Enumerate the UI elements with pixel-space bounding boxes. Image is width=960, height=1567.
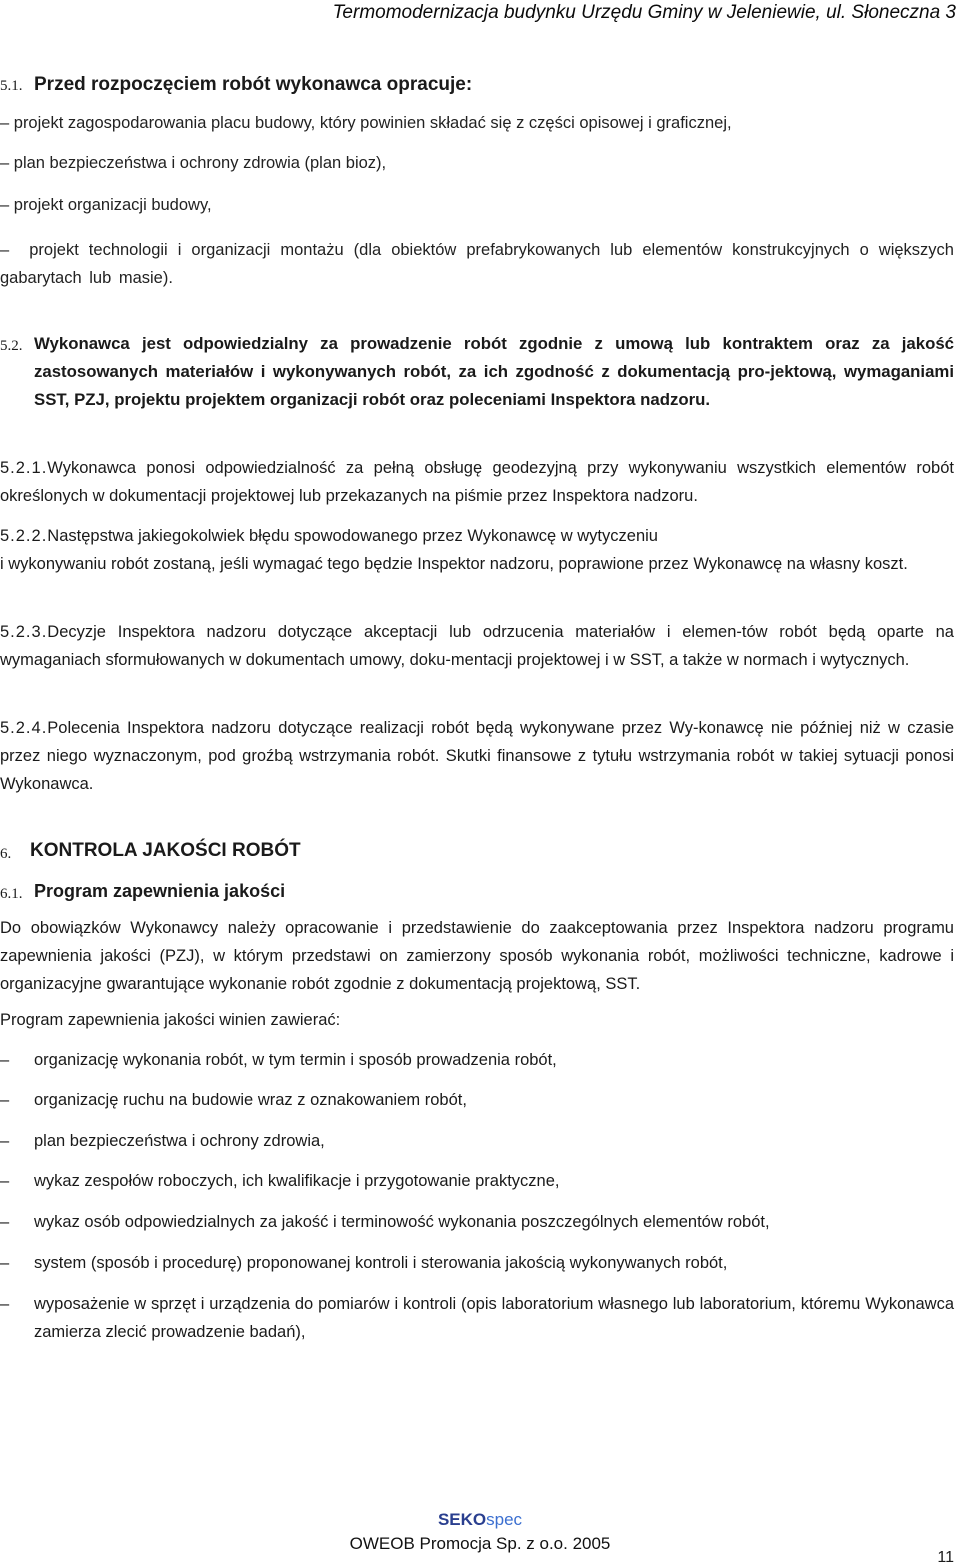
paragraph-6-1-list-intro: Program zapewnienia jakości winien zawierać: — [0, 1011, 341, 1029]
section-number-5-1: 5.1. — [0, 78, 23, 94]
list-item: – plan bezpieczeństwa i ochrony zdrowia, — [0, 1132, 325, 1150]
list-item: – organizację ruchu na budowie wraz z oznakowaniem robót, — [0, 1091, 467, 1109]
paragraph-5-2-1: 5.2.1.Wykonawca ponosi odpowiedzialność za pełną obsługę geodezyjną przy wykonywaniu wszystkich elementów robót określonych w dokumentacji projektowej lub przekazanych na piśmie przez Inspektora nadzoru. — [0, 459, 954, 505]
list-item: – projekt zagospodarowania placu budowy, który powinien składać się z części opisowej i graficznej, — [0, 114, 732, 132]
list-item: – wykaz zespołów roboczych, ich kwalifikacje i przygotowanie praktyczne, — [0, 1172, 560, 1190]
section-number-6: 6. — [0, 846, 12, 862]
list-item: – projekt technologii i organizacji montażu (dla obiektów prefabrykowanych lub elementów konstrukcyjnych o większych gabarytach lub masie). — [0, 241, 954, 287]
section-title-6-1: Program zapewnienia jakości — [34, 881, 286, 901]
list-item: – organizację wykonania robót, w tym termin i sposób prowadzenia robót, — [0, 1051, 557, 1069]
footer-brand: SEKOspec — [437, 1510, 523, 1529]
list-item: – wyposażenie w sprzęt i urządzenia do pomiarów i kontroli (opis laboratorium własnego lub laboratorium, któremu Wykonawca zamierza zlecić prowadzenie badań), — [0, 1295, 954, 1341]
list-item: – plan bezpieczeństwa i ochrony zdrowia (plan bioz), — [0, 154, 387, 172]
list-item: – wykaz osób odpowiedzialnych za jakość i terminowość wykonania poszczególnych elementów robót, — [0, 1213, 770, 1231]
section-number-5-2-2: 5.2.2. — [0, 527, 48, 545]
paragraph-5-2-3: 5.2.3.Decyzje Inspektora nadzoru dotyczące akceptacji lub odrzucenia materiałów i elemen-tów robót będą oparte na wymaganiach sformułowanych w dokumentach umowy, doku-mentacji projektowej i w SST, a także w normach i wytycznych. — [0, 623, 954, 669]
running-header: Termomodernizacja budynku Urzędu Gminy w Jeleniewie, ul. Słoneczna 3 — [332, 2, 956, 23]
section-title-6: KONTROLA JAKOŚCI ROBÓT — [30, 840, 301, 861]
section-title-5-1: Przed rozpoczęciem robót wykonawca opracuje: — [34, 74, 473, 95]
page-number: 11 — [937, 1549, 954, 1566]
section-number-5-2-3: 5.2.3. — [0, 623, 48, 641]
section-number-6-1: 6.1. — [0, 886, 23, 902]
section-text-5-2: Wykonawca jest odpowiedzialny za prowadzenie robót zgodnie z umową lub kontraktem oraz za jakość zastosowanych materiałów i wykonywanych robót, za ich zgodność z dokumentacją pro-jektową, wymaganiami SST, PZJ, projektu projektem organizacji robót oraz poleceniami Inspektora nadzoru. — [34, 334, 954, 409]
paragraph-5-2-4: 5.2.4.Polecenia Inspektora nadzoru dotyczące realizacji robót będą wykonywane przez Wy-konawcę nie później niż w czasie przez niego wyznaczonym, pod groźbą wstrzymania robót. Skutki finansowe z tytułu wstrzymania robót w takiej sytuacji ponosi Wykonawca. — [0, 719, 954, 793]
section-number-5-2: 5.2. — [0, 338, 23, 354]
paragraph-6-1-intro: Do obowiązków Wykonawcy należy opracowanie i przedstawienie do zaakceptowania przez Inspektora nadzoru programu zapewnienia jakości (PZJ), w którym przedstawi on zamierzony sposób wykonania robót, możliwości techniczne, kadrowe i organizacyjne gwarantujące wykonanie robót zgodnie z dokumentacją projektową, SST. — [0, 919, 954, 993]
footer-company: OWEOB Promocja Sp. z o.o. 2005 — [349, 1534, 611, 1553]
section-number-5-2-1: 5.2.1. — [0, 459, 48, 477]
paragraph-5-2-2: 5.2.2.Następstwa jakiegokolwiek błędu spowodowanego przez Wykonawcę w wytyczeniu i wykonywaniu robót zostaną, jeśli wymagać tego będzie Inspektor nadzoru, poprawione przez Wykonawcę na własny koszt. — [0, 527, 908, 573]
list-item: – projekt organizacji budowy, — [0, 196, 212, 214]
section-number-5-2-4: 5.2.4. — [0, 719, 48, 737]
list-item: – system (sposób i procedurę) proponowanej kontroli i sterowania jakością wykonywanych robót, — [0, 1254, 728, 1272]
